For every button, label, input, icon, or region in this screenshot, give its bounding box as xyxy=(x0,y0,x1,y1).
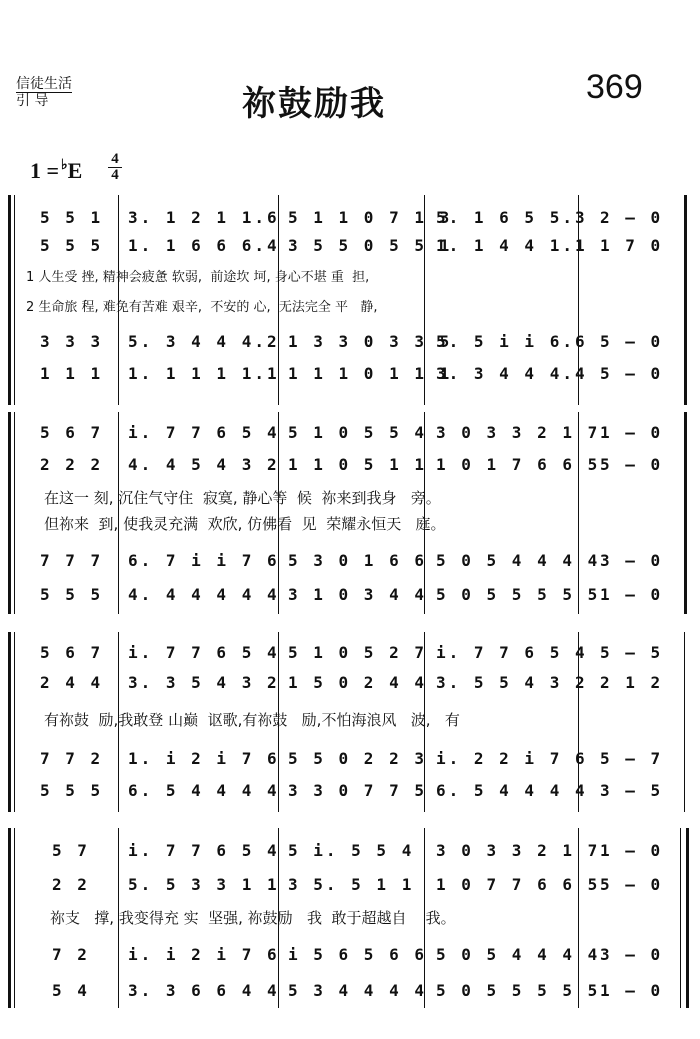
measure: 3. 1 2 1 1.6 xyxy=(128,208,280,227)
measure: 3 3 3 xyxy=(40,332,104,351)
measure: 5 – 5 xyxy=(600,643,664,662)
measure: 2 2 2 xyxy=(40,455,104,474)
measure: 5 5 5 xyxy=(40,236,104,255)
measure: 3 5 5 0 5 5 1 xyxy=(288,236,453,255)
measure: 1. 1 1 1 1.1 xyxy=(128,364,280,383)
measure: 1 1 0 5 1 1 xyxy=(288,455,427,474)
measure: 5 3 4 4 4 4 xyxy=(288,981,427,1000)
measure: 5 5 5 xyxy=(40,585,104,604)
measure: 5 – 0 xyxy=(600,875,664,894)
category-label xyxy=(16,76,72,109)
measure: 3 – 0 xyxy=(600,551,664,570)
system-brace xyxy=(8,412,11,614)
measure: 5 1 0 5 5 4 xyxy=(288,423,427,442)
barline xyxy=(118,412,119,614)
measure: 3 – 0 xyxy=(600,945,664,964)
measure: 5. 5 i i 6.6 xyxy=(436,332,588,351)
measure: 1 1 1 xyxy=(40,364,104,383)
measure: 1 7 0 xyxy=(600,236,664,255)
measure: 5 i. 5 5 4 xyxy=(288,841,415,860)
measure: 6. 7 i i 7 6 xyxy=(128,551,280,570)
lyric-line: 祢支 撑, 我变得充 实 坚强, 祢鼓励 我 敢于超越自 我。 xyxy=(50,909,456,927)
measure: 3 5. 5 1 1 xyxy=(288,875,415,894)
lyric-line: 有祢鼓 励,我敢登 山巅 讴歌,有祢鼓 励,不怕海浪风 波, 有 xyxy=(44,711,460,729)
measure: 1 3 3 0 3 3 5 xyxy=(288,332,453,351)
measure: 1 – 0 xyxy=(600,841,664,860)
measure: 5 – 0 xyxy=(600,455,664,474)
barline xyxy=(680,828,681,1008)
system-line xyxy=(14,828,15,1008)
measure: i. 7 7 6 5 4 xyxy=(436,643,588,662)
measure: 7 7 2 xyxy=(40,749,104,768)
measure: i 5 6 5 6 6 xyxy=(288,945,427,964)
measure: 5 5 0 2 2 3 xyxy=(288,749,427,768)
measure: 2 4 4 xyxy=(40,673,104,692)
measure: 6. 5 4 4 4 4 xyxy=(128,781,280,800)
measure: 1 1 1 0 1 1 1 xyxy=(288,364,453,383)
measure: 3 0 3 3 2 1 7 xyxy=(436,423,601,442)
measure: 5 0 5 5 5 5 5 xyxy=(436,981,601,1000)
measure: 3 0 3 3 2 1 7 xyxy=(436,841,601,860)
measure: 3 1 0 3 4 4 xyxy=(288,585,427,604)
measure: 5 6 7 xyxy=(40,423,104,442)
category-line-2: 引 导 xyxy=(16,93,49,109)
hymn-title: 祢鼓励我 xyxy=(242,84,386,124)
measure: 2 – 0 xyxy=(600,208,664,227)
measure: 3. 3 5 4 3 2 xyxy=(128,673,280,692)
measure: 7 2 xyxy=(52,945,90,964)
barline xyxy=(684,632,685,812)
measure: i. 2 2 i 7 6 xyxy=(436,749,588,768)
barline xyxy=(684,195,687,405)
measure: 5 – 7 xyxy=(600,749,664,768)
measure: 3. 5 5 4 3 2 xyxy=(436,673,588,692)
system-3 xyxy=(0,632,700,812)
category-line-1: 信徒生活 xyxy=(16,76,72,92)
measure: 5 3 0 1 6 6 xyxy=(288,551,427,570)
measure: 5 0 5 5 5 5 5 xyxy=(436,585,601,604)
meter-top: 4 xyxy=(111,151,119,167)
measure: 3 3 0 7 7 5 xyxy=(288,781,427,800)
system-line xyxy=(14,412,15,614)
system-4 xyxy=(0,828,700,1008)
meter-bottom: 4 xyxy=(108,167,122,183)
lyric-line: 但祢来 到, 使我灵充满 欢欣, 仿佛看 见 荣耀永恒天 庭。 xyxy=(44,515,446,533)
flat-icon: ♭ xyxy=(61,158,68,173)
measure: 5 0 5 4 4 4 4 xyxy=(436,551,601,570)
measure: 3 – 5 xyxy=(600,781,664,800)
lyric-line: 1 人生受 挫, 精神会疲惫 软弱, 前途坎 坷, 身心不堪 重 担, xyxy=(26,270,370,285)
hymn-number: 369 xyxy=(586,68,643,106)
measure: 5 1 1 0 7 1 3 xyxy=(288,208,453,227)
measure: 1 – 0 xyxy=(600,981,664,1000)
measure: 5. 3 4 4 4.2 xyxy=(128,332,280,351)
measure: 5. 1 6 5 5.3 xyxy=(436,208,588,227)
measure: 2 2 xyxy=(52,875,90,894)
measure: 5 – 0 xyxy=(600,364,664,383)
system-brace xyxy=(8,195,11,405)
system-brace xyxy=(8,632,11,812)
key-signature xyxy=(30,157,82,184)
measure: 5 4 xyxy=(52,981,90,1000)
measure: 2 1 2 xyxy=(600,673,664,692)
measure: 1 0 1 7 6 6 5 xyxy=(436,455,601,474)
measure: 5 – 0 xyxy=(600,332,664,351)
measure: 1 0 7 7 6 6 5 xyxy=(436,875,601,894)
lyric-line: 在这一 刻, 沉住气守住 寂寞, 静心等 候 祢来到我身 旁。 xyxy=(44,489,441,507)
key-prefix: 1 = xyxy=(30,158,60,183)
measure: 5. 5 3 3 1 1 xyxy=(128,875,280,894)
measure: 7 7 7 xyxy=(40,551,104,570)
measure: 4. 4 5 4 3 2 xyxy=(128,455,280,474)
measure: 3. 3 4 4 4.4 xyxy=(436,364,588,383)
system-line xyxy=(14,632,15,812)
measure: 1 5 0 2 4 4 xyxy=(288,673,427,692)
lyric-line: 2 生命旅 程, 难免有苦难 艰辛, 不安的 心, 无法完全 平 静, xyxy=(26,300,378,315)
measure: i. 7 7 6 5 4 xyxy=(128,423,280,442)
system-2 xyxy=(0,412,700,614)
key-note: E xyxy=(67,158,83,183)
measure: 5 1 0 5 2 7 xyxy=(288,643,427,662)
measure: 1 – 0 xyxy=(600,423,664,442)
measure: 1 – 0 xyxy=(600,585,664,604)
final-barline xyxy=(686,828,689,1008)
system-brace xyxy=(8,828,11,1008)
measure: i. i 2 i 7 6 xyxy=(128,945,280,964)
measure: 5 0 5 4 4 4 4 xyxy=(436,945,601,964)
measure: 1. 1 4 4 1.1 xyxy=(436,236,588,255)
measure: i. 7 7 6 5 4 xyxy=(128,841,280,860)
measure: 5 5 5 xyxy=(40,781,104,800)
time-signature xyxy=(108,152,122,183)
measure: 4. 4 4 4 4 4 xyxy=(128,585,280,604)
measure: 6. 5 4 4 4 4 xyxy=(436,781,588,800)
measure: 1. i 2 i 7 6 xyxy=(128,749,280,768)
measure: 5 5 1 xyxy=(40,208,104,227)
measure: 5 6 7 xyxy=(40,643,104,662)
barline xyxy=(684,412,687,614)
measure: 3. 3 6 6 4 4 xyxy=(128,981,280,1000)
measure: 5 7 xyxy=(52,841,90,860)
measure: 1. 1 6 6 6.4 xyxy=(128,236,280,255)
measure: i. 7 7 6 5 4 xyxy=(128,643,280,662)
system-1 xyxy=(0,195,700,405)
system-line xyxy=(14,195,15,405)
